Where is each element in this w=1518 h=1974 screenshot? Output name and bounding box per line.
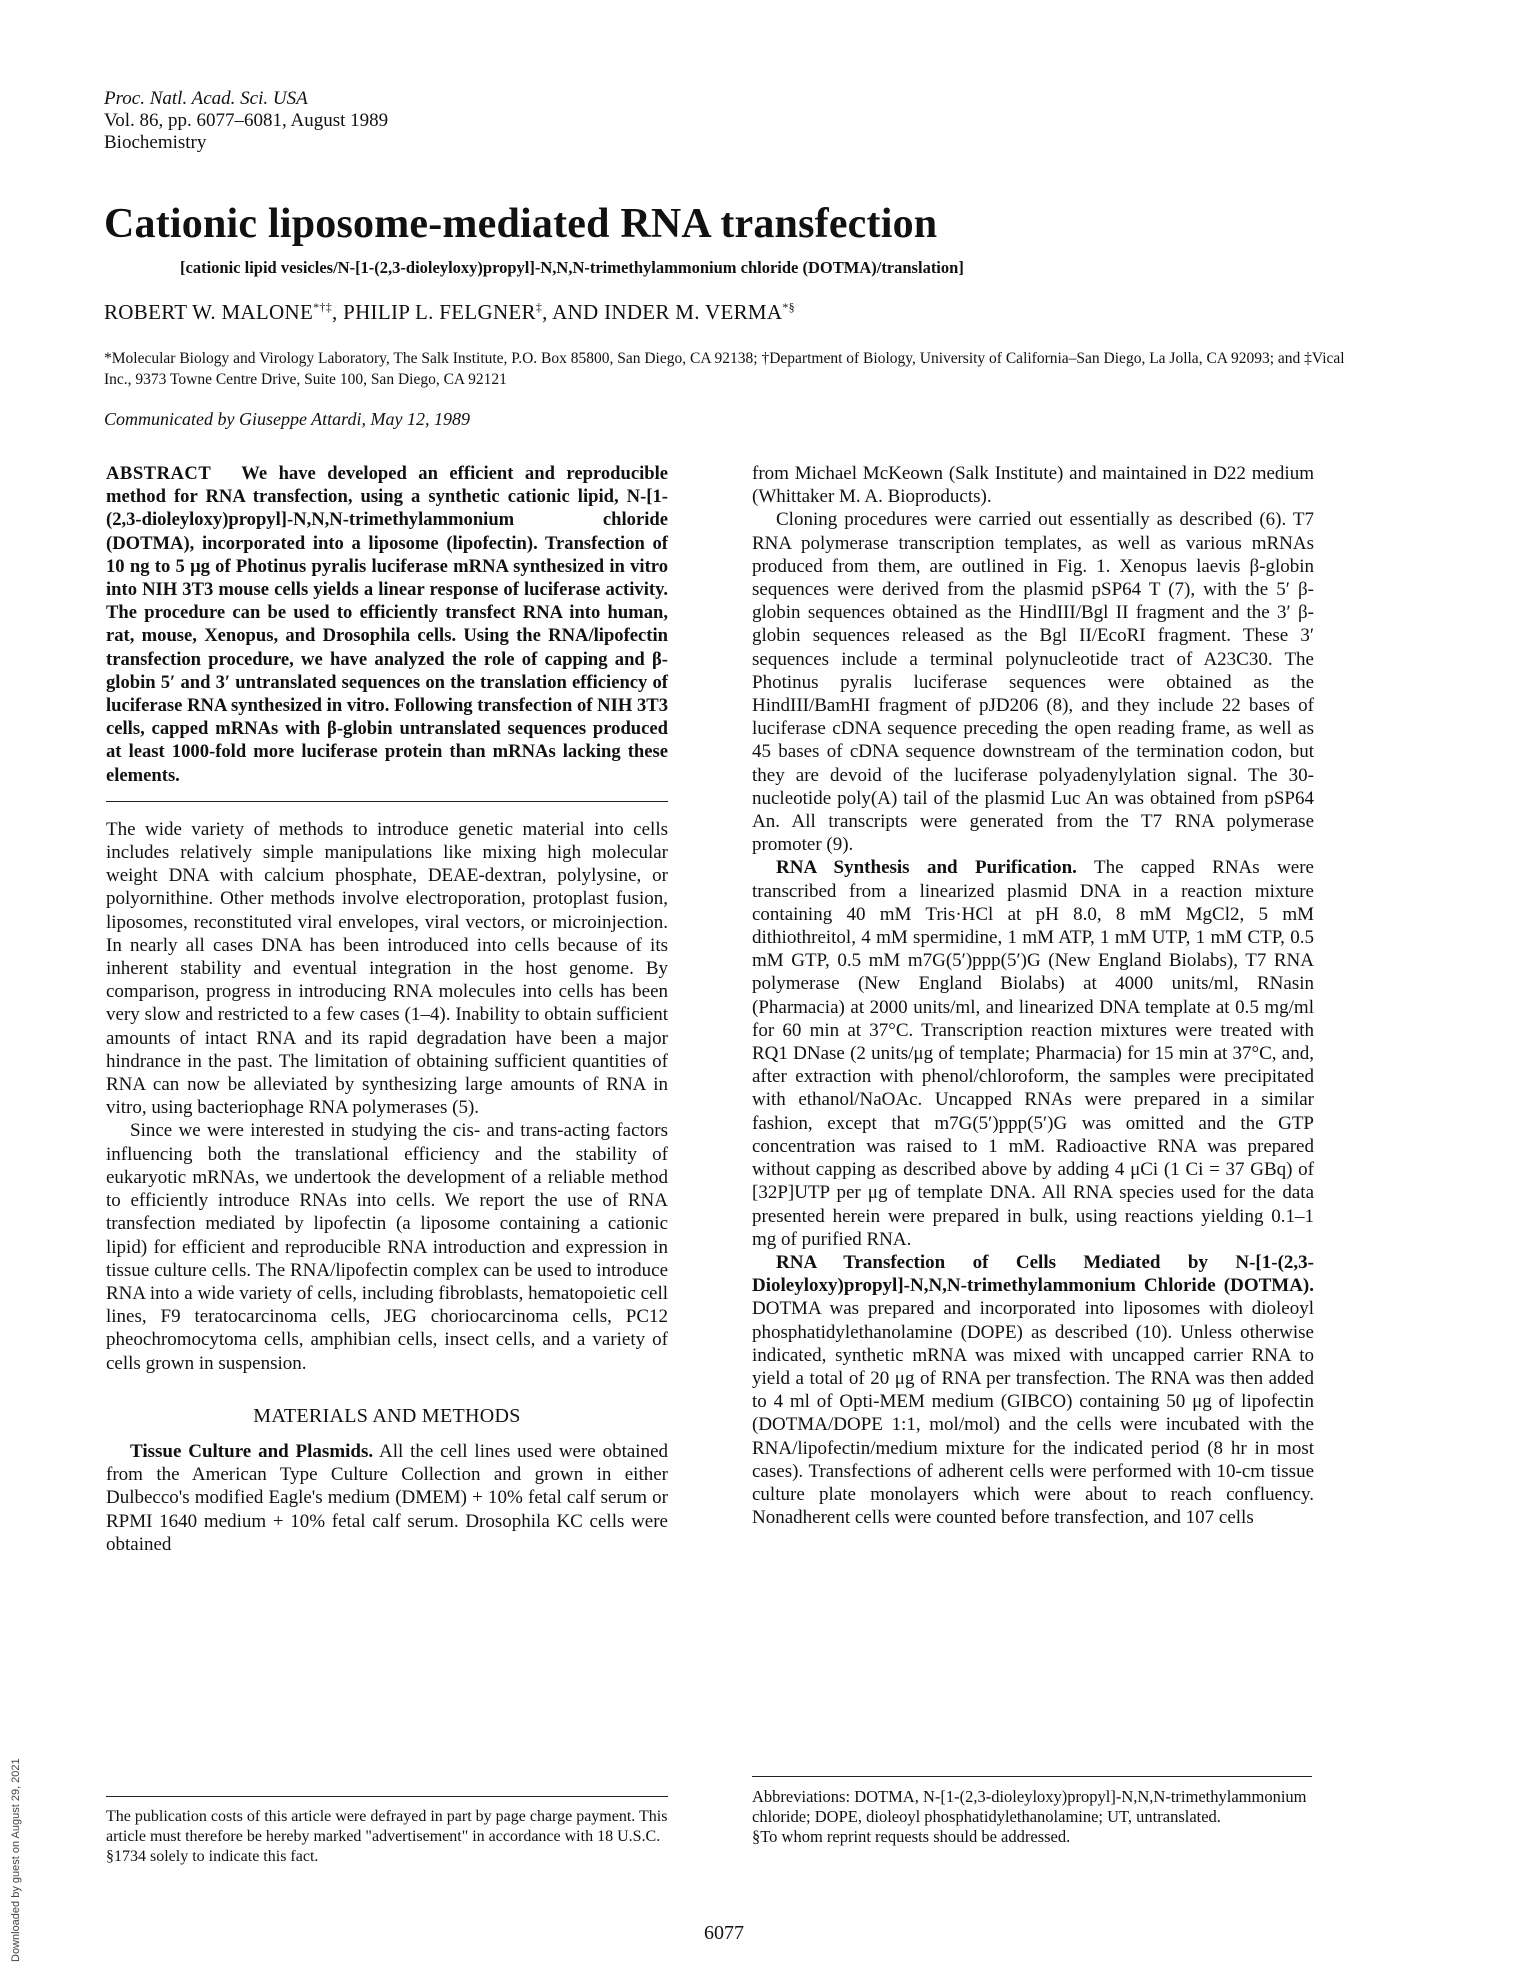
author-verma-marks: *§ bbox=[782, 300, 795, 314]
abstract bbox=[106, 462, 668, 787]
author-felgner-marks: ‡ bbox=[535, 300, 543, 314]
author-malone: ROBERT W. MALONE bbox=[104, 300, 314, 324]
rna-synthesis-heading: RNA Synthesis and Purification. bbox=[776, 857, 1077, 879]
publication-cost-footnote bbox=[106, 1796, 668, 1867]
author-verma: AND INDER M. VERMA bbox=[552, 300, 783, 324]
download-watermark: Downloaded by guest on August 29, 2021 bbox=[10, 1758, 22, 1962]
cloning-paragraph: Cloning procedures were carried out essentially as described (6). T7 RNA polymerase transcription templates, as well as various mRNAs produced from them, are outlined in Fig. 1. Xenopus laevis β-globin sequences were derived from the plasmid pSP64 T (7), with the 5′ β-globin sequences obtained as the HindIII/Bgl II fragment and the 3′ β-globin sequences released as the Bgl II/EcoRI fragment. These 3′ sequences include a terminal polynucleotide tract of A23C30. The Photinus pyralis luciferase sequences were obtained as the HindIII/BamHI fragment of pJD206 (8), and they include 22 bases of luciferase cDNA sequence preceding the open reading frame, as well as 45 bases of cDNA sequence downstream of the termination codon, but they are devoid of the luciferase polyadenylylation signal. The 30-nucleotide poly(A) tail of the plasmid Luc An was obtained from pSP64 An. All transcripts were generated from the T7 RNA polymerase promoter (9). bbox=[752, 509, 1314, 856]
footnote-rule-left bbox=[106, 1796, 668, 1797]
article-title: Cationic liposome-mediated RNA transfection bbox=[104, 201, 938, 247]
intro-paragraph-2: Since we were interested in studying the cis- and trans-acting factors influencing both the translational efficiency and the stability of eukaryotic mRNAs, we undertook the development of a reliable method to efficiently introduce RNAs into cells. We report the use of RNA transfection mediated by lipofectin (a liposome containing a cationic lipid) for efficient and reproducible RNA introduction and expression in tissue culture cells. The RNA/lipofectin complex can be used to introduce RNA into a wide variety of cells, including fibroblasts, hematopoietic cell lines, F9 teratocarcinoma cells, JEG choriocarcinoma cells, PC12 pheochromocytoma cells, amphibian cells, insect cells, and a variety of cells grown in suspension. bbox=[106, 1120, 668, 1374]
rna-synthesis-text: The capped RNAs were transcribed from a linearized plasmid DNA in a reaction mixture containing 40 mM Tris·HCl at pH 8.0, 8 mM MgCl2, 5 mM dithiothreitol, 4 mM spermidine, 1 mM ATP, 1 mM UTP, 1 mM CTP, 0.5 mM GTP, 0.5 mM m7G(5′)ppp(5′)G (New England Biolabs), T7 RNA polymerase (New England Biolabs) at 4000 units/ml, RNasin (Pharmacia) at 2000 units/ml, and linearized DNA template at 0.5 mg/ml for 60 min at 37°C. Transcription reaction mixtures were treated with RQ1 DNase (2 units/μg of template; Pharmacia) for 15 min at 37°C, and, after extraction with phenol/chloroform, the samples were precipitated with ethanol/NaOAc. Uncapped RNAs were prepared in a similar fashion, except that m7G(5′)ppp(5′)G was omitted and the GTP concentration was raised to 1 mM. Radioactive RNA was prepared without capping as described above by adding 4 μCi (1 Ci = 37 GBq) of [32P]UTP per μg of template DNA. All RNA species used for the data presented herein were prepared in bulk, using reactions yielding 0.1–1 mg of purified RNA. bbox=[752, 857, 1314, 1250]
page-number: 6077 bbox=[704, 1922, 744, 1944]
tissue-culture-heading: Tissue Culture and Plasmids. bbox=[130, 1440, 374, 1462]
intro-paragraph-1: The wide variety of methods to introduce genetic material into cells includes relatively simple manipulations like mixing high molecular weight DNA with calcium phosphate, DEAE-dextran, polylysine, or polyornithine. Other methods involve electroporation, protoplast fusion, liposomes, reconstituted viral envelopes, viral vectors, or microinjection. In nearly all cases DNA has been introduced into cells because of its inherent stability and eventual integration in the host genome. By comparison, progress in introducing RNA molecules into cells has been very slow and restricted to a few cases (1–4). Inability to obtain sufficient amounts of intact RNA and its rapid degradation have been a major hindrance in the past. The limitation of obtaining sufficient quantities of RNA can now be alleviated by synthesizing large amounts of RNA in vitro, using bacteriophage RNA polymerases (5). bbox=[106, 818, 668, 1119]
author-list: ROBERT W. MALONE*†‡, PHILIP L. FELGNER‡, AND INDER M. VERMA*§ bbox=[104, 300, 795, 324]
tissue-culture-paragraph bbox=[106, 1440, 668, 1556]
methods-heading: MATERIALS AND METHODS bbox=[253, 1404, 521, 1427]
journal-section: Biochemistry bbox=[104, 132, 207, 153]
affiliations: *Molecular Biology and Virology Laboratory, The Salk Institute, P.O. Box 85800, San Diego, CA 92138; †Department of Biology, University of California–San Diego, La Jolla, CA 92093; and ‡Vical Inc., 9373 Towne Centre Drive, Suite 100, San Diego, CA 92121 bbox=[104, 350, 1345, 388]
transfection-paragraph bbox=[752, 1251, 1314, 1529]
footnote-rule-right bbox=[752, 1776, 1312, 1777]
abstract-text: We have developed an efficient and reproducible method for RNA transfection, using a synthetic cationic lipid, N-[1-(2,3-dioleyloxy)propyl]-N,N,N-trimethylammonium chloride (DOTMA), incorporated into a liposome (lipofectin). Transfection of 10 ng to 5 μg of Photinus pyralis luciferase mRNA synthesized in vitro into NIH 3T3 mouse cells yields a linear response of luciferase activity. The procedure can be used to efficiently transfect RNA into human, rat, mouse, Xenopus, and Drosophila cells. Using the RNA/lipofectin transfection procedure, we have analyzed the role of capping and β-globin 5′ and 3′ untranslated sequences on the translation efficiency of luciferase RNA synthesized in vitro. Following transfection of NIH 3T3 cells, capped mRNAs with β-globin untranslated sequences produced at least 1000-fold more luciferase protein than mRNAs lacking these elements. bbox=[106, 463, 668, 786]
communicated-by: Communicated by Giuseppe Attardi, May 12, 1989 bbox=[104, 409, 470, 429]
transfection-heading: RNA Transfection of Cells Mediated by N-[1-(2,3-Dioleyloxy)propyl]-N,N,N-trimethylammonium Chloride (DOTMA). bbox=[752, 1251, 1314, 1297]
abbreviations-text: Abbreviations: DOTMA, N-[1-(2,3-dioleyloxy)propyl]-N,N,N-trimethylammonium chloride; DOPE, dioleoyl phosphatidylethanolamine; UT, untranslated. bbox=[752, 1787, 1307, 1826]
reprint-text: §To whom reprint requests should be addressed. bbox=[752, 1827, 1071, 1846]
tissue-culture-text: All the cell lines used were obtained from the American Type Culture Collection and grown in either Dulbecco's modified Eagle's medium (DMEM) + 10% fetal calf serum or RPMI 1640 medium + 10% fetal calf serum. Drosophila KC cells were obtained bbox=[106, 1440, 669, 1555]
abstract-divider bbox=[106, 801, 668, 802]
left-column bbox=[106, 462, 668, 1556]
right-column bbox=[752, 462, 1314, 1529]
article-keywords: [cationic lipid vesicles/N-[1-(2,3-dioleyloxy)propyl]-N,N,N-trimethylammonium chloride (DOTMA)/translation] bbox=[180, 258, 964, 277]
right-paragraph-0: from Michael McKeown (Salk Institute) and maintained in D22 medium (Whittaker M. A. Bioproducts). bbox=[752, 463, 1314, 508]
author-felgner: PHILIP L. FELGNER bbox=[343, 300, 536, 324]
abstract-label: ABSTRACT bbox=[106, 463, 212, 484]
transfection-text: DOTMA was prepared and incorporated into liposomes with dioleoyl phosphatidylethanolamine (DOPE) as described (10). Unless otherwise indicated, synthetic mRNA was mixed with uncapped carrier RNA to yield a total of 20 μg of RNA per transfection. The RNA was then added to 4 ml of Opti-MEM medium (GIBCO) containing 50 μg of lipofectin (DOTMA/DOPE 1:1, mol/mol) and the cells were incubated with the RNA/lipofectin/medium mixture for the indicated period (8 hr in most cases). Transfections of adherent cells were performed with 10-cm tissue culture plate monolayers which were about to reach confluency. Nonadherent cells were counted before transfection, and 107 cells bbox=[752, 1298, 1314, 1529]
publication-cost-text: The publication costs of this article were defrayed in part by page charge payment. This article must therefore be hereby marked "advertisement" in accordance with 18 U.S.C. §1734 solely to indicate this fact. bbox=[106, 1808, 668, 1865]
abbreviations-footnote bbox=[752, 1776, 1314, 1847]
journal-volume: Vol. 86, pp. 6077–6081, August 1989 bbox=[104, 110, 389, 131]
journal-header bbox=[104, 88, 388, 154]
author-malone-marks: *†‡ bbox=[313, 300, 332, 314]
journal-name: Proc. Natl. Acad. Sci. USA bbox=[104, 88, 308, 109]
rna-synthesis-paragraph bbox=[752, 856, 1314, 1250]
